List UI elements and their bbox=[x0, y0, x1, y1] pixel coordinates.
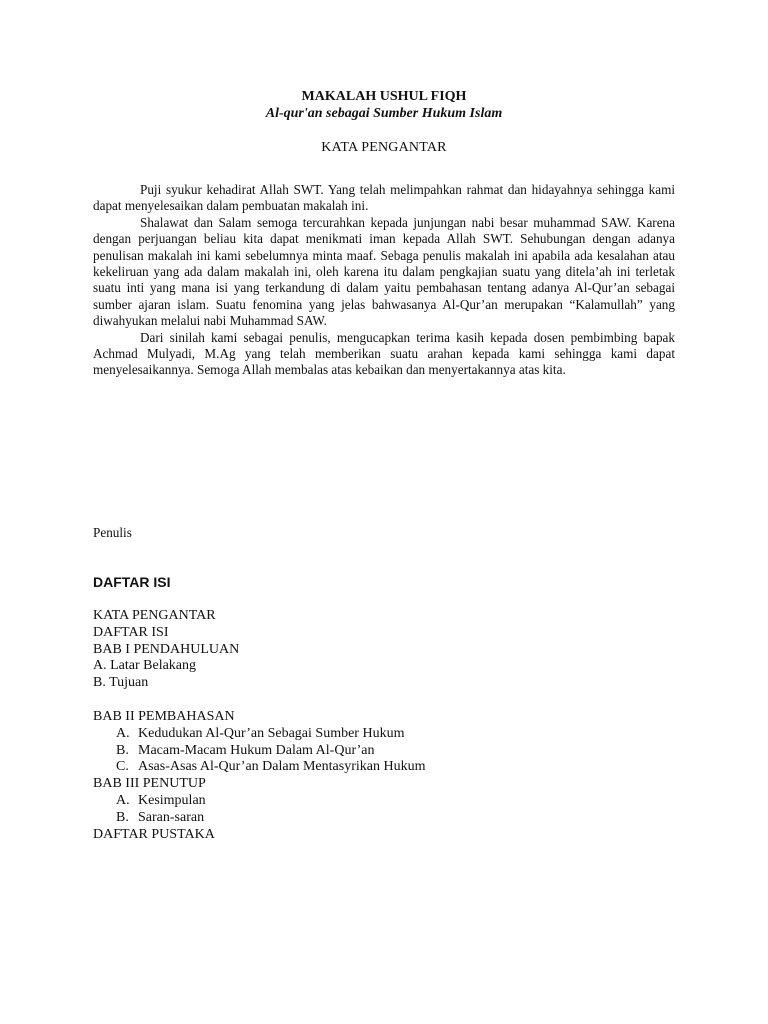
toc-entry: A. Latar Belakang bbox=[93, 658, 197, 674]
toc-subentry-letter: B. bbox=[116, 742, 129, 758]
document-title: MAKALAH USHUL FIQH bbox=[301, 89, 467, 104]
toc-subentry-text: Kedudukan Al-Qur’an Sebagai Sumber Hukum bbox=[138, 725, 405, 741]
document-subtitle: Al-qur'an sebagai Sumber Hukum Islam bbox=[265, 106, 503, 121]
toc-entry: KATA PENGANTAR bbox=[93, 608, 216, 623]
toc-entry: BAB I PENDAHULUAN bbox=[93, 641, 240, 657]
toc-closing-entry: DAFTAR PUSTAKA bbox=[93, 826, 215, 842]
toc-subentry bbox=[93, 743, 513, 760]
toc-subentry-text: Macam-Macam Hukum Dalam Al-Qur’an bbox=[138, 742, 375, 758]
toc-subentry-text: Saran-saran bbox=[138, 809, 205, 825]
toc-entry: DAFTAR ISI bbox=[93, 624, 169, 640]
preface-paragraph: Puji syukur kehadirat Allah SWT. Yang telah melimpahkan rahmat dan hidayahnya sehingga kami dapat menyelesaikan dalam pembuatan makalah ini. bbox=[93, 182, 675, 214]
toc-heading: DAFTAR ISI bbox=[93, 574, 171, 590]
toc-subentry-letter: C. bbox=[116, 759, 129, 775]
toc-subentry bbox=[93, 810, 513, 827]
toc-chapter-bab3: BAB III PENUTUP bbox=[93, 776, 206, 792]
toc-subentry bbox=[93, 793, 513, 810]
toc-subentry bbox=[93, 726, 513, 743]
toc-chapter-bab2: BAB II PEMBAHASAN bbox=[93, 709, 235, 724]
toc-subentry-letter: B. bbox=[116, 809, 129, 825]
toc-subentry-letter: A. bbox=[116, 725, 130, 741]
section-heading-kata-pengantar: KATA PENGANTAR bbox=[321, 140, 447, 155]
toc-subentry-text: Kesimpulan bbox=[138, 792, 206, 808]
preface-paragraph: Shalawat dan Salam semoga tercurahkan kepada junjungan nabi besar muhammad SAW. Karena dengan perjuangan beliau kita dapat menikmati iman kepada Allah SWT. Sehubungan dengan adanya penulisan makalah ini kami sebelumnya minta maaf. Sebaga penulis makalah ini apabila ada kesalahan atau kekeliruan yang ada dalam makalah ini, oleh karena itu dalam pengkajian suatu yang ditela’ah ini terletak suatu inti yang mana isi yang terkandung di dalam yaitu pembahasan tentang adanya Al-Qur’an sebagai sumber ajaran islam. Suatu fenomina yang jelas bahwasanya Al-Qur’an merupakan “Kalamullah” yang diwahyukan melalui nabi Muhammad SAW. bbox=[93, 214, 675, 329]
toc-chapters-list bbox=[93, 709, 513, 843]
toc-subentry-text: Asas-Asas Al-Qur’an Dalam Mentasyrikan Hukum bbox=[138, 759, 426, 775]
toc-front-list bbox=[93, 608, 513, 692]
author-signature: Penulis bbox=[93, 525, 132, 540]
toc-subentry-letter: A. bbox=[116, 792, 130, 808]
toc-entry: B. Tujuan bbox=[93, 675, 149, 691]
preface-body bbox=[93, 182, 675, 379]
toc-subentry bbox=[93, 759, 513, 776]
preface-paragraph: Dari sinilah kami sebagai penulis, mengucapkan terima kasih kepada dosen pembimbing bapak Achmad Mulyadi, M.Ag yang telah memberikan suatu arahan kepada kami sehingga kami dapat menyelesaikannya. Semoga Allah membalas atas kebaikan dan menyertakannya atas kita. bbox=[93, 329, 675, 378]
